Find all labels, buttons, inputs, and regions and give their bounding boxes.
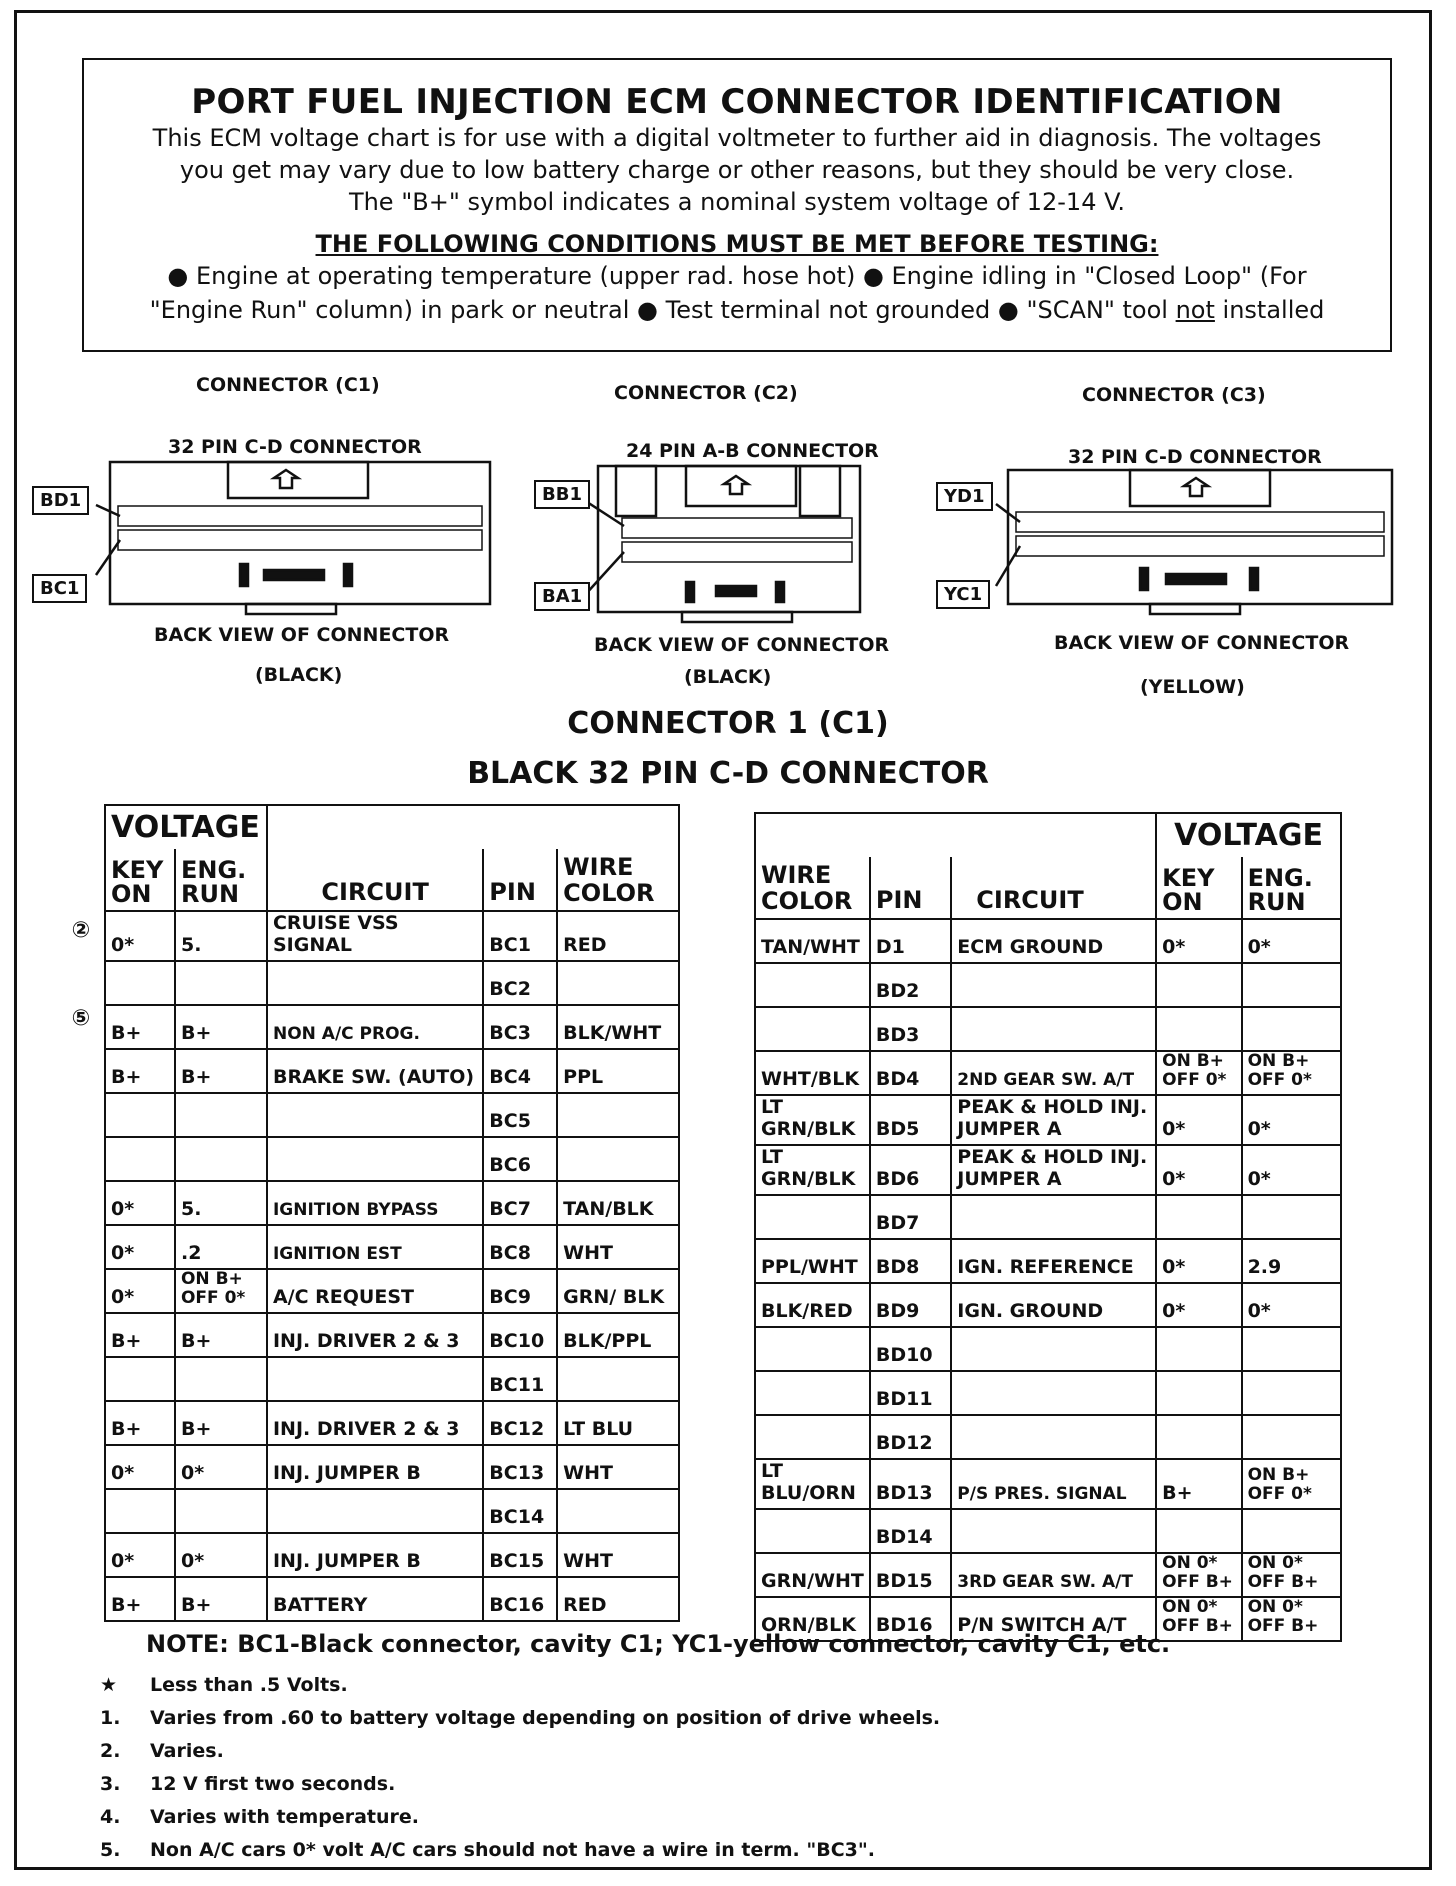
- key-on-value: B+: [105, 1005, 175, 1049]
- footnote-text: Less than .5 Volts.: [150, 1674, 348, 1696]
- eng-run-value: [175, 1137, 267, 1181]
- wire-color: [755, 963, 870, 1007]
- right-pin-header: PIN: [870, 857, 951, 919]
- wire-color: PPL/WHT: [755, 1239, 870, 1283]
- key-on-value: [1156, 1007, 1241, 1051]
- key-on-value: [105, 1489, 175, 1533]
- circuit-name: [951, 1195, 1156, 1239]
- wire-color: BLK/WHT: [557, 1005, 679, 1049]
- key-on-value: 0*: [105, 1533, 175, 1577]
- wire-color: [755, 1327, 870, 1371]
- key-on-value: [1156, 1195, 1241, 1239]
- pin-id: BD5: [870, 1095, 951, 1145]
- right-table-row: [755, 1283, 1341, 1327]
- circuit-name: [951, 963, 1156, 1007]
- left-table-row: [105, 1181, 679, 1225]
- footnote-text: 12 V first two seconds.: [150, 1773, 396, 1795]
- eng-run-value: 0*: [1242, 1145, 1341, 1195]
- tag-ba1: BA1: [534, 582, 590, 611]
- key-on-value: 0*: [105, 1181, 175, 1225]
- intro-line-3: The "B+" symbol indicates a nominal system voltage of 12-14 V.: [348, 188, 1126, 216]
- page-title: PORT FUEL INJECTION ECM CONNECTOR IDENTIFICATION: [191, 82, 1283, 122]
- right-table-row: [755, 1553, 1341, 1597]
- pin-id: BD12: [870, 1415, 951, 1459]
- connector-c1-type: 32 PIN C-D CONNECTOR: [168, 436, 422, 458]
- eng-run-value: 5.: [175, 1181, 267, 1225]
- left-circuit-header: CIRCUIT: [267, 849, 483, 911]
- circuit-name: 2ND GEAR SW. A/T: [951, 1051, 1156, 1095]
- footnotes: [100, 1674, 940, 1872]
- footnote: [100, 1839, 940, 1872]
- right-table-row: [755, 963, 1341, 1007]
- right-table-body: [755, 919, 1341, 1641]
- circuit-name: PEAK & HOLD INJ. JUMPER A: [951, 1095, 1156, 1145]
- connector-c2-label: CONNECTOR (C2): [614, 382, 798, 404]
- wire-color: BLK/RED: [755, 1283, 870, 1327]
- key-on-value: 0*: [1156, 1283, 1241, 1327]
- tag-bc1: BC1: [32, 574, 87, 603]
- eng-run-value: 2.9: [1242, 1239, 1341, 1283]
- row-note-marker: ⑤: [71, 1006, 91, 1031]
- eng-run-value: [175, 1357, 267, 1401]
- pin-id: BD3: [870, 1007, 951, 1051]
- key-on-value: [1156, 1371, 1241, 1415]
- wire-color: [557, 1137, 679, 1181]
- wire-color: WHT: [557, 1445, 679, 1489]
- pin-id: BC13: [483, 1445, 557, 1489]
- wire-color: [557, 1357, 679, 1401]
- right-table-row: [755, 919, 1341, 963]
- key-on-value: 0*: [105, 1269, 175, 1313]
- circuit-name: NON A/C PROG.: [267, 1005, 483, 1049]
- footnote-text: Varies.: [150, 1740, 224, 1762]
- circuit-name: ECM GROUND: [951, 919, 1156, 963]
- right-table-row: [755, 1327, 1341, 1371]
- connector-c2-color: (BLACK): [684, 666, 772, 688]
- circuit-name: P/N SWITCH A/T: [951, 1597, 1156, 1641]
- circuit-name: [267, 1489, 483, 1533]
- tag-yd1: YD1: [936, 482, 993, 511]
- wire-color: BLK/PPL: [557, 1313, 679, 1357]
- tag-yc1: YC1: [936, 580, 990, 609]
- key-on-value: 0*: [105, 1225, 175, 1269]
- wire-color: WHT: [557, 1533, 679, 1577]
- right-voltage-table: [754, 812, 1342, 1642]
- key-on-value: B+: [105, 1049, 175, 1093]
- circuit-name: [951, 1371, 1156, 1415]
- key-on-value: ON B+ OFF 0*: [1156, 1051, 1241, 1095]
- wire-color: LT BLU/ORN: [755, 1459, 870, 1509]
- key-on-value: [1156, 1327, 1241, 1371]
- footnote: [100, 1740, 940, 1773]
- connector-c3-type: 32 PIN C-D CONNECTOR: [1068, 446, 1322, 468]
- footnote: [100, 1674, 940, 1707]
- pin-id: BD15: [870, 1553, 951, 1597]
- left-table-row: [105, 1489, 679, 1533]
- intro-line-2: you get may vary due to low battery charge or other reasons, but they should be very close.: [179, 156, 1295, 184]
- circuit-name: IGN. GROUND: [951, 1283, 1156, 1327]
- pin-id: BD8: [870, 1239, 951, 1283]
- wire-color: WHT: [557, 1225, 679, 1269]
- circuit-name: 3RD GEAR SW. A/T: [951, 1553, 1156, 1597]
- eng-run-value: 0*: [1242, 1283, 1341, 1327]
- conditions-line-2b: installed: [1214, 296, 1325, 324]
- pin-id: BD13: [870, 1459, 951, 1509]
- eng-run-value: [1242, 1415, 1341, 1459]
- wire-color: [755, 1007, 870, 1051]
- pin-id: D1: [870, 919, 951, 963]
- right-table-row: [755, 1239, 1341, 1283]
- eng-run-value: 0*: [1242, 1095, 1341, 1145]
- key-on-value: ON 0* OFF B+: [1156, 1597, 1241, 1641]
- c2-cavity-rows: [622, 518, 852, 562]
- eng-run-value: B+: [175, 1577, 267, 1621]
- right-table-row: [755, 1145, 1341, 1195]
- key-on-value: 0*: [1156, 1145, 1241, 1195]
- footnote-text: Varies from .60 to battery voltage depending on position of drive wheels.: [150, 1707, 941, 1729]
- wire-color: TAN/BLK: [557, 1181, 679, 1225]
- circuit-name: IGN. REFERENCE: [951, 1239, 1156, 1283]
- right-table-row: [755, 1051, 1341, 1095]
- left-table-row: [105, 1137, 679, 1181]
- right-table-row: [755, 1415, 1341, 1459]
- c3-cavity-rows: [1016, 512, 1384, 556]
- key-on-value: B+: [105, 1313, 175, 1357]
- c1-cavity-rows: [118, 506, 482, 550]
- left-key-on-header: KEY ON: [105, 849, 175, 911]
- wire-color: LT BLU: [557, 1401, 679, 1445]
- pin-id: BD2: [870, 963, 951, 1007]
- eng-run-value: 0*: [175, 1445, 267, 1489]
- pin-id: BC2: [483, 961, 557, 1005]
- tag-bb1: BB1: [534, 480, 590, 509]
- connector-c1-label: CONNECTOR (C1): [196, 374, 380, 396]
- key-on-value: [105, 1093, 175, 1137]
- pin-id: BD14: [870, 1509, 951, 1553]
- left-table-row: [105, 911, 679, 961]
- connector-c2-view: BACK VIEW OF CONNECTOR: [594, 634, 890, 656]
- circuit-name: INJ. JUMPER B: [267, 1445, 483, 1489]
- eng-run-value: [1242, 1327, 1341, 1371]
- pin-id: BD6: [870, 1145, 951, 1195]
- eng-run-value: 0*: [175, 1533, 267, 1577]
- circuit-name: P/S PRES. SIGNAL: [951, 1459, 1156, 1509]
- footnote: [100, 1806, 940, 1839]
- circuit-name: [951, 1509, 1156, 1553]
- connector-c1-color: (BLACK): [255, 664, 343, 686]
- footnote-text: Varies with temperature.: [150, 1806, 419, 1828]
- pin-id: BC4: [483, 1049, 557, 1093]
- circuit-name: INJ. DRIVER 2 & 3: [267, 1313, 483, 1357]
- right-table-row: [755, 1095, 1341, 1145]
- eng-run-value: 5.: [175, 911, 267, 961]
- footnote: [100, 1707, 940, 1740]
- pin-id: BC11: [483, 1357, 557, 1401]
- eng-run-value: [175, 961, 267, 1005]
- eng-run-value: [175, 1093, 267, 1137]
- key-on-value: [1156, 963, 1241, 1007]
- footnote-mark: 1.: [100, 1707, 121, 1729]
- circuit-name: [267, 1093, 483, 1137]
- right-key-on-header: KEY ON: [1156, 857, 1241, 919]
- pin-id: BC7: [483, 1181, 557, 1225]
- eng-run-value: 0*: [1242, 919, 1341, 963]
- wire-color: [557, 1489, 679, 1533]
- left-table-row: [105, 1049, 679, 1093]
- section-title: CONNECTOR 1 (C1): [567, 706, 889, 741]
- right-table-row: [755, 1459, 1341, 1509]
- footnote-mark: 4.: [100, 1806, 121, 1828]
- connector-c1-view: BACK VIEW OF CONNECTOR: [154, 624, 450, 646]
- eng-run-value: [175, 1489, 267, 1533]
- circuit-name: INJ. JUMPER B: [267, 1533, 483, 1577]
- pin-id: BC14: [483, 1489, 557, 1533]
- circuit-name: [267, 1357, 483, 1401]
- left-table-row: [105, 1577, 679, 1621]
- circuit-name: [951, 1327, 1156, 1371]
- eng-run-value: ON B+ OFF 0*: [1242, 1459, 1341, 1509]
- wire-color: ORN/BLK: [755, 1597, 870, 1641]
- pin-id: BD16: [870, 1597, 951, 1641]
- circuit-name: A/C REQUEST: [267, 1269, 483, 1313]
- wire-color: [557, 961, 679, 1005]
- connector-c1-drawing: [96, 462, 490, 614]
- wire-color: [755, 1415, 870, 1459]
- connector-c3-label: CONNECTOR (C3): [1082, 384, 1266, 406]
- main-note: NOTE: BC1-Black connector, cavity C1; YC1-yellow connector, cavity C1, etc.: [146, 1630, 1171, 1658]
- left-table-row: [105, 1005, 679, 1049]
- pin-id: BC8: [483, 1225, 557, 1269]
- eng-run-value: ON B+ OFF 0*: [1242, 1051, 1341, 1095]
- wire-color: [755, 1509, 870, 1553]
- circuit-name: BRAKE SW. (AUTO): [267, 1049, 483, 1093]
- pin-id: BD10: [870, 1327, 951, 1371]
- pin-id: BD7: [870, 1195, 951, 1239]
- circuit-name: BATTERY: [267, 1577, 483, 1621]
- pin-id: BC5: [483, 1093, 557, 1137]
- pin-id: BC9: [483, 1269, 557, 1313]
- right-table-row: [755, 1371, 1341, 1415]
- wire-color: PPL: [557, 1049, 679, 1093]
- right-table-row: [755, 1509, 1341, 1553]
- wire-color: LT GRN/BLK: [755, 1095, 870, 1145]
- footnote-text: Non A/C cars 0* volt A/C cars should not have a wire in term. "BC3".: [150, 1839, 875, 1861]
- connector-c2-type: 24 PIN A-B CONNECTOR: [626, 440, 879, 462]
- key-on-value: [105, 961, 175, 1005]
- left-table-row: [105, 1313, 679, 1357]
- pin-id: BD9: [870, 1283, 951, 1327]
- circuit-name: IGNITION BYPASS: [267, 1181, 483, 1225]
- eng-run-value: B+: [175, 1401, 267, 1445]
- right-table-row: [755, 1007, 1341, 1051]
- wire-color: GRN/WHT: [755, 1553, 870, 1597]
- connector-c3-color: (YELLOW): [1140, 676, 1245, 698]
- left-table-row: [105, 1401, 679, 1445]
- key-on-value: 0*: [1156, 1095, 1241, 1145]
- footnote-mark: ★: [100, 1674, 118, 1696]
- circuit-name: [951, 1007, 1156, 1051]
- eng-run-value: B+: [175, 1313, 267, 1357]
- pin-id: BC1: [483, 911, 557, 961]
- key-on-value: [105, 1357, 175, 1401]
- intro-line-1: This ECM voltage chart is for use with a digital voltmeter to further aid in diagnosis. The voltages: [152, 124, 1322, 152]
- key-on-value: B+: [1156, 1459, 1241, 1509]
- right-circuit-header: CIRCUIT: [951, 857, 1156, 919]
- eng-run-value: [1242, 1371, 1341, 1415]
- right-eng-run-header: ENG. RUN: [1242, 857, 1341, 919]
- eng-run-value: .2: [175, 1225, 267, 1269]
- circuit-name: IGNITION EST: [267, 1225, 483, 1269]
- conditions-not: not: [1175, 296, 1215, 324]
- wire-color: WHT/BLK: [755, 1051, 870, 1095]
- right-table-row: [755, 1195, 1341, 1239]
- key-on-value: 0*: [105, 1445, 175, 1489]
- pin-id: BC10: [483, 1313, 557, 1357]
- key-on-value: 0*: [1156, 1239, 1241, 1283]
- circuit-name: CRUISE VSS SIGNAL: [267, 911, 483, 961]
- right-wire-color-header: WIRE COLOR: [755, 857, 870, 919]
- left-voltage-table: [104, 804, 680, 1622]
- conditions-title: THE FOLLOWING CONDITIONS MUST BE MET BEFORE TESTING:: [315, 230, 1159, 258]
- left-table-row: [105, 1269, 679, 1313]
- left-table-row: [105, 1533, 679, 1577]
- right-voltage-header: VOLTAGE: [1156, 813, 1341, 857]
- circuit-name: [267, 1137, 483, 1181]
- connector-c3-view: BACK VIEW OF CONNECTOR: [1054, 632, 1350, 654]
- section-subtitle: BLACK 32 PIN C-D CONNECTOR: [467, 756, 989, 791]
- footnote-mark: 2.: [100, 1740, 121, 1762]
- eng-run-value: ON 0* OFF B+: [1242, 1597, 1341, 1641]
- key-on-value: [1156, 1415, 1241, 1459]
- connector-c3-drawing: [996, 470, 1392, 614]
- pin-id: BC15: [483, 1533, 557, 1577]
- left-voltage-header: VOLTAGE: [105, 805, 267, 849]
- circuit-name: PEAK & HOLD INJ. JUMPER A: [951, 1145, 1156, 1195]
- wire-color: [755, 1195, 870, 1239]
- circuit-name: [267, 961, 483, 1005]
- key-on-value: ON 0* OFF B+: [1156, 1553, 1241, 1597]
- footnote: [100, 1773, 940, 1806]
- left-table-row: [105, 1445, 679, 1489]
- left-table-body: [105, 911, 679, 1621]
- pin-id: BC16: [483, 1577, 557, 1621]
- eng-run-value: [1242, 1007, 1341, 1051]
- circuit-name: [951, 1415, 1156, 1459]
- wire-color: RED: [557, 1577, 679, 1621]
- conditions-line-1: ● Engine at operating temperature (upper rad. hose hot) ● Engine idling in "Closed Loop" (For: [167, 262, 1307, 290]
- left-table-row: [105, 1225, 679, 1269]
- key-on-value: [105, 1137, 175, 1181]
- wire-color: TAN/WHT: [755, 919, 870, 963]
- key-on-value: 0*: [105, 911, 175, 961]
- circuit-name: INJ. DRIVER 2 & 3: [267, 1401, 483, 1445]
- eng-run-value: [1242, 1509, 1341, 1553]
- eng-run-value: [1242, 1195, 1341, 1239]
- eng-run-value: B+: [175, 1049, 267, 1093]
- eng-run-value: [1242, 963, 1341, 1007]
- left-table-row: [105, 1357, 679, 1401]
- key-on-value: B+: [105, 1401, 175, 1445]
- wire-color: GRN/ BLK: [557, 1269, 679, 1313]
- eng-run-value: ON B+ OFF 0*: [175, 1269, 267, 1313]
- pin-id: BD4: [870, 1051, 951, 1095]
- key-on-value: [1156, 1509, 1241, 1553]
- left-eng-run-header: ENG. RUN: [175, 849, 267, 911]
- connector-diagrams: [0, 0, 1456, 640]
- left-table-row: [105, 961, 679, 1005]
- pin-id: BC12: [483, 1401, 557, 1445]
- wire-color: [755, 1371, 870, 1415]
- wire-color: RED: [557, 911, 679, 961]
- conditions-line-2a: "Engine Run" column) in park or neutral ● Test terminal not grounded ● "SCAN" tool: [149, 296, 1176, 324]
- connector-c2-drawing: [584, 466, 860, 622]
- wire-color: LT GRN/BLK: [755, 1145, 870, 1195]
- wire-color: [557, 1093, 679, 1137]
- footnote-mark: 3.: [100, 1773, 121, 1795]
- left-wire-color-header: WIRE COLOR: [557, 849, 679, 911]
- pin-id: BC3: [483, 1005, 557, 1049]
- key-on-value: 0*: [1156, 919, 1241, 963]
- key-on-value: B+: [105, 1577, 175, 1621]
- left-pin-header: PIN: [483, 849, 557, 911]
- pin-id: BC6: [483, 1137, 557, 1181]
- pin-id: BD11: [870, 1371, 951, 1415]
- eng-run-value: ON 0* OFF B+: [1242, 1553, 1341, 1597]
- left-table-row: [105, 1093, 679, 1137]
- tag-bd1: BD1: [32, 486, 89, 515]
- footnote-mark: 5.: [100, 1839, 121, 1861]
- eng-run-value: B+: [175, 1005, 267, 1049]
- row-note-marker: ②: [71, 918, 91, 943]
